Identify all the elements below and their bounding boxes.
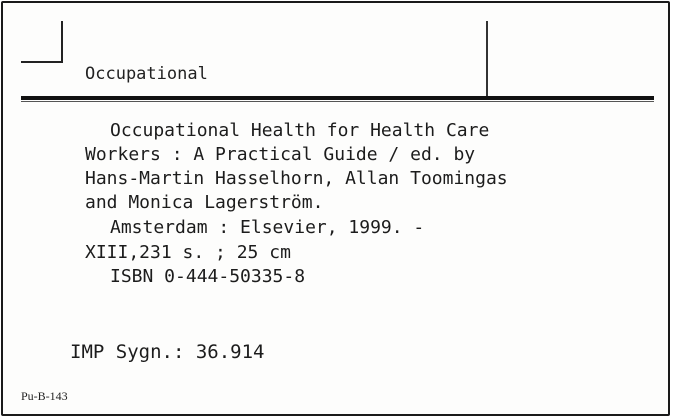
header-rule-thin [21,101,654,102]
title-line-2: Workers : A Practical Guide / ed. by [85,144,476,165]
heading-divider [486,21,488,99]
call-number: IMP Sygn.: 36.914 [70,341,265,363]
form-code: Pu-B-143 [21,389,68,403]
title-line-1: Occupational Health for Health Care [110,120,490,141]
catalog-card [1,1,670,416]
imprint-line: Amsterdam : Elsevier, 1999. - [110,217,425,238]
corner-mark-horizontal [21,61,63,63]
collation-line: XIII,231 s. ; 25 cm [85,242,291,263]
header-rule [21,96,654,100]
title-line-4: and Monica Lagerström. [85,192,324,213]
corner-mark-vertical [61,21,63,63]
title-line-3: Hans-Martin Hasselhorn, Allan Toomingas [85,168,508,189]
subject-heading: Occupational [85,64,208,84]
isbn-line: ISBN 0-444-50335-8 [110,266,306,287]
